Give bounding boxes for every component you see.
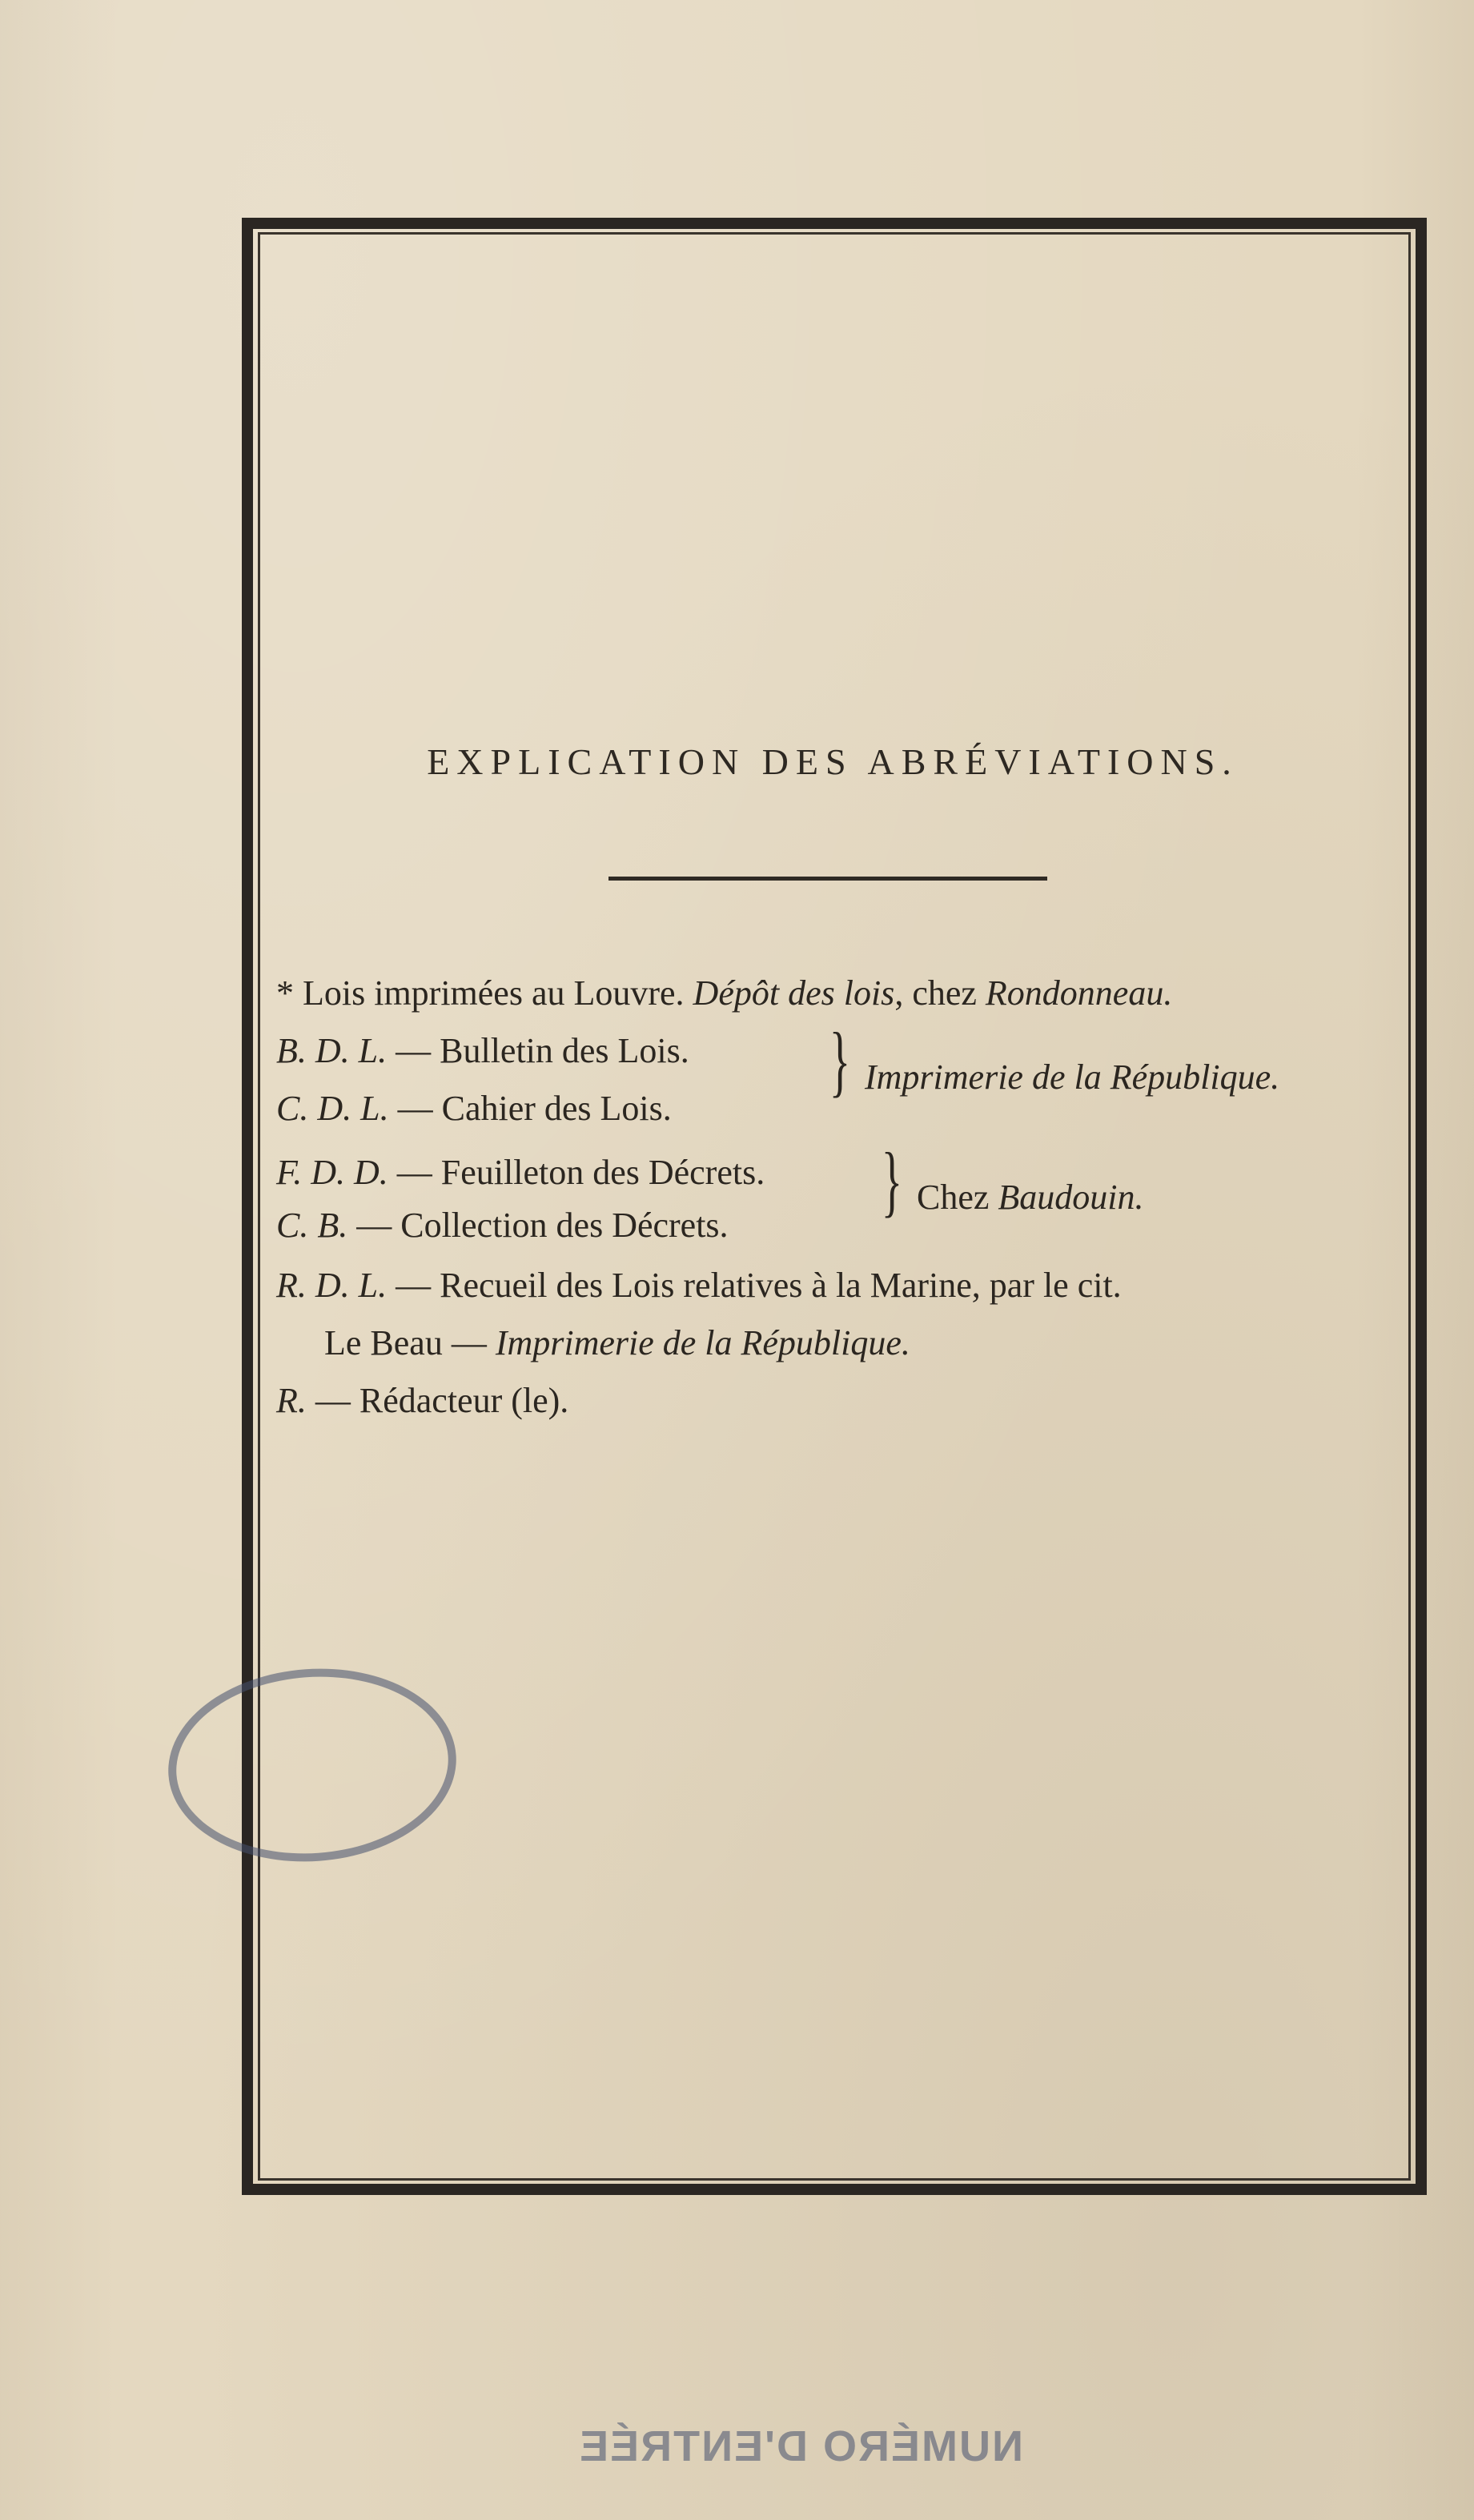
entry-text: — Bulletin des Lois. — [387, 1031, 689, 1070]
entry-italic: Rondonneau. — [985, 973, 1173, 1013]
entry-abbr: B. D. L. — [276, 1031, 388, 1070]
page-title: EXPLICATION DES ABRÉVIATIONS. — [427, 741, 1239, 782]
entry-r — [276, 1372, 568, 1430]
entry-louvre — [276, 965, 1172, 1022]
entry-text: — Recueil des Lois relatives à la Marine, par le cit. — [387, 1266, 1122, 1305]
entry-cb — [276, 1197, 729, 1254]
entry-text: — Rédacteur (le). — [306, 1381, 569, 1420]
entry-abbr: C. D. L. — [276, 1089, 389, 1128]
group2-publisher — [917, 1169, 1144, 1226]
entry-bdl — [276, 1022, 689, 1080]
entry-abbr: C. B. — [276, 1206, 348, 1245]
entry-lebeau — [324, 1314, 910, 1372]
entry-cdl — [276, 1080, 672, 1138]
entry-italic: Baudouin. — [998, 1178, 1144, 1217]
entry-text: Le Beau — — [324, 1323, 496, 1362]
entry-rdl — [276, 1257, 1122, 1314]
entry-text: — Feuilleton des Décrets. — [388, 1153, 765, 1192]
entry-text: Chez — [917, 1178, 998, 1217]
group1-publisher: Imprimerie de la République. — [865, 1057, 1280, 1097]
entry-italic: Imprimerie de la République. — [495, 1323, 910, 1362]
entry-text: — Cahier des Lois. — [388, 1089, 672, 1128]
entry-abbr: F. D. D. — [276, 1153, 388, 1192]
title-rule — [608, 877, 1047, 881]
entry-abbr: R. — [276, 1381, 307, 1420]
entry-text: , chez — [894, 973, 986, 1013]
brace-group-2: } — [881, 1136, 903, 1225]
brace-group-1: } — [829, 1016, 851, 1105]
entry-text: * Lois imprimées au Louvre. — [276, 973, 693, 1013]
entry-text: — Collection des Décrets. — [347, 1206, 729, 1245]
entry-abbr: R. D. L. — [276, 1266, 388, 1305]
entry-number-stamp: NUMÉRO D'ENTRÉE — [578, 2422, 1023, 2470]
entry-italic: Dépôt des lois — [693, 973, 895, 1013]
entry-fdd — [276, 1144, 765, 1202]
